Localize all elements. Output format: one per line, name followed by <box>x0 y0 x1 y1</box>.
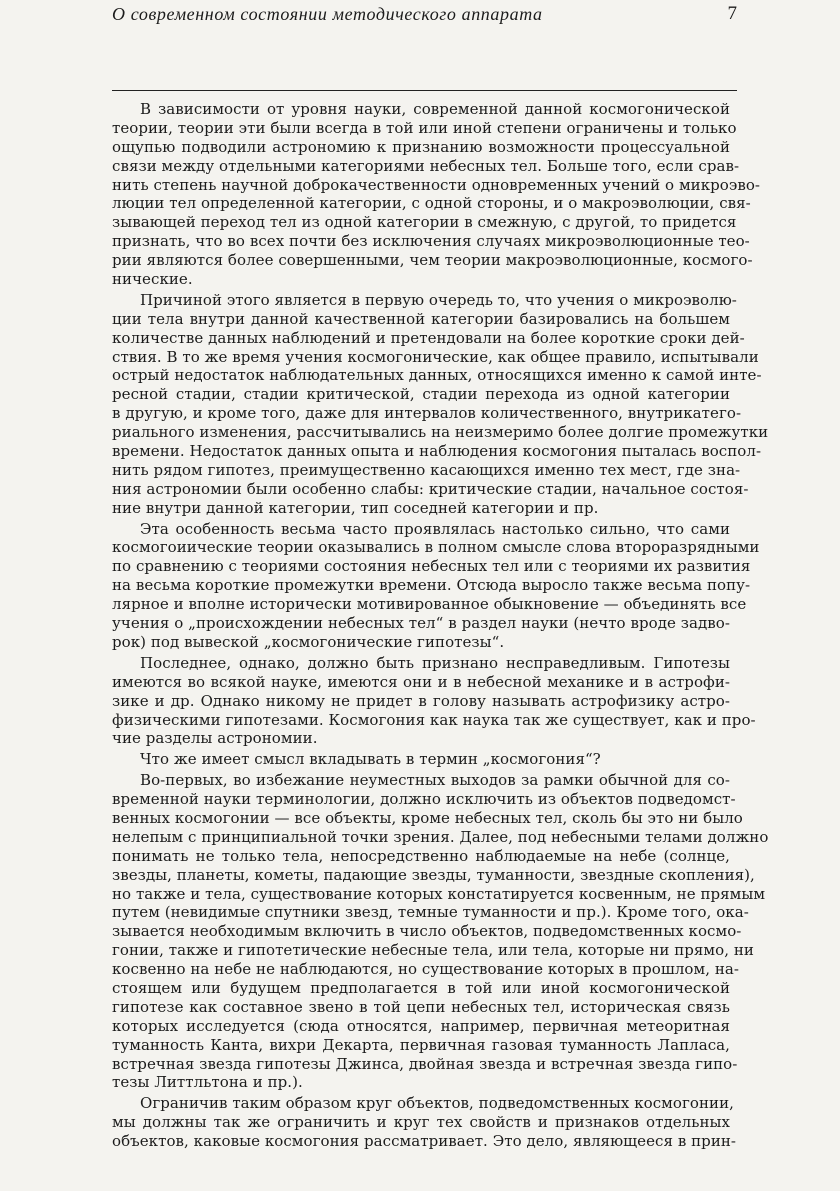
text-line: туманность Канта, вихри Декарта, первичная газовая туманность Лапласа, <box>112 1035 730 1054</box>
text-line: ощупью подводили астрономию к признанию возможности процессуальной <box>112 137 730 156</box>
text-line: зывается необходимым включить в число объектов, подведомственных космо- <box>112 922 742 941</box>
text-line: в другую, и кроме того, даже для интервалов количественного, внутрикатего- <box>112 404 742 423</box>
text-line: количестве данных наблюдений и претендовали на более короткие сроки дей- <box>112 328 745 347</box>
text-line: нить рядом гипотез, преимущественно касающихся именно тех мест, где зна- <box>112 460 741 479</box>
paragraph <box>112 653 756 748</box>
page-number: 7 <box>727 3 737 24</box>
text-line: В зависимости от уровня науки, современной данной космогонической <box>140 100 730 118</box>
text-line: Что же имеет смысл вкладывать в термин „космогония“? <box>140 750 601 769</box>
text-line: встречная звезда гипотезы Джинса, двойная звезда и встречная звезда гипо- <box>112 1054 738 1073</box>
text-line: острый недостаток наблюдательных данных, относящихся именно к самой инте- <box>112 366 762 385</box>
text-line: мы должны так же ограничить и круг тех свойств и признаков отдельных <box>112 1113 730 1132</box>
text-line: Последнее, однако, должно быть признано несправедливым. Гипотезы <box>140 653 730 672</box>
text-line: нить степень научной доброкачественности одновременных учений о микроэво- <box>112 175 761 194</box>
text-line: нические. <box>112 270 193 289</box>
text-line: Причиной этого является в первую очередь то, что учения о микроэволю- <box>140 290 737 309</box>
text-line: рок) под вывеской „космогонические гипотезы“. <box>112 632 505 651</box>
text-line: ции тела внутри данной качественной категории базировались на большем <box>112 309 730 328</box>
text-line: риального изменения, рассчитывались на неизмеримо более долгие промежутки <box>112 423 769 442</box>
text-line: гипотезе как составное звено в той цепи небесных тел, историческая связь <box>112 997 730 1016</box>
text-line: звезды, планеты, кометы, падающие звезды, туманности, звездные скопления), <box>112 865 755 884</box>
paragraph <box>112 100 761 289</box>
text-line: связи между отдельными категориями небесных тел. Больше того, если срав- <box>112 156 740 175</box>
text-line: рии являются более совершенными, чем теории макроэволюционные, космого- <box>112 251 753 270</box>
text-line: стоящем или будущем предполагается в той или иной космогонической <box>112 978 730 997</box>
text-line: физическими гипотезами. Космогония как наука так же существует, как и про- <box>112 710 756 729</box>
text-line: путем (невидимые спутники звезд, темные туманности и пр.). Кроме того, ока- <box>112 903 749 922</box>
text-line: Ограничив таким образом круг объектов, подведомственных космогонии, <box>140 1094 734 1113</box>
text-line: понимать не только тела, непосредственно наблюдаемые на небе (солнце, <box>112 846 730 865</box>
text-line: Эта особенность весьма часто проявлялась настолько сильно, что сами <box>140 519 730 538</box>
text-line: зике и др. Однако никому не придет в голову называть астрофизику астро- <box>112 691 730 710</box>
paragraph <box>112 750 730 769</box>
text-line: но также и тела, существование которых констатируется косвенным, не прямым <box>112 884 766 903</box>
text-line: тезы Литтльтона и пр.). <box>112 1073 303 1092</box>
text-line: временной науки терминологии, должно исключить из объектов подведомст- <box>112 790 736 809</box>
running-title: О современном состоянии методического аппарата <box>112 4 543 24</box>
text-line: признать, что во всех почти без исключения случаях микроэволюционные тео- <box>112 232 750 251</box>
text-line: нелепым с принципиальной точки зрения. Далее, под небесными телами должно <box>112 827 769 846</box>
text-line: объектов, каковые космогония рассматривает. Это дело, являющееся в прин- <box>112 1132 737 1151</box>
text-line: имеются во всякой науке, имеются они и в небесной механике и в астрофи- <box>112 672 730 691</box>
text-line: по сравнению с теориями состояния небесных тел или с теориями их развития <box>112 557 751 576</box>
text-line: ресной стадии, стадии критической, стадии перехода из одной категории <box>112 385 730 404</box>
text-line: Во-первых, во избежание неуместных выходов за рамки обычной для со- <box>140 771 730 790</box>
paragraph <box>112 1094 737 1151</box>
text-line: гонии, также и гипотетические небесные тела, или тела, которые ни прямо, ни <box>112 941 754 960</box>
body-text <box>112 100 769 1153</box>
header-rule <box>112 90 737 91</box>
text-line: косвенно на небе не наблюдаются, но существование которых в прошлом, на- <box>112 960 740 979</box>
paragraph <box>112 290 769 518</box>
paragraph <box>112 519 760 652</box>
text-line: ствия. В то же время учения космогонические, как общее правило, испытывали <box>112 347 759 366</box>
text-line: ние внутри данной категории, тип соседней категории и пр. <box>112 498 599 517</box>
text-line: чие разделы астрономии. <box>112 729 318 748</box>
text-line: теории, теории эти были всегда в той или иной степени ограничены и только <box>112 118 737 137</box>
text-line: люции тел определенной категории, с одной стороны, и о макроэволюции, свя- <box>112 194 751 213</box>
text-line: которых исследуется (сюда относятся, например, первичная метеоритная <box>112 1016 730 1035</box>
text-line: венных космогонии — все объекты, кроме небесных тел, сколь бы это ни было <box>112 808 743 827</box>
text-line: зывающей переход тел из одной категории в смежную, с другой, то придется <box>112 213 737 232</box>
text-line: лярное и вполне исторически мотивированное обыкновение — объединять все <box>112 595 747 614</box>
text-line: космогоиические теории оказывались в полном смысле слова второразрядными <box>112 538 760 557</box>
text-line: на весьма короткие промежутки времени. Отсюда выросло также весьма попу- <box>112 576 751 595</box>
text-line: времени. Недостаток данных опыта и наблюдения космогония пыталась воспол- <box>112 442 762 461</box>
text-line: учения о „происхождении небесных тел“ в раздел науки (нечто вроде задво- <box>112 614 730 633</box>
text-line: ния астрономии были особенно слабы: критические стадии, начальное состоя- <box>112 479 749 498</box>
paragraph <box>112 771 769 1092</box>
